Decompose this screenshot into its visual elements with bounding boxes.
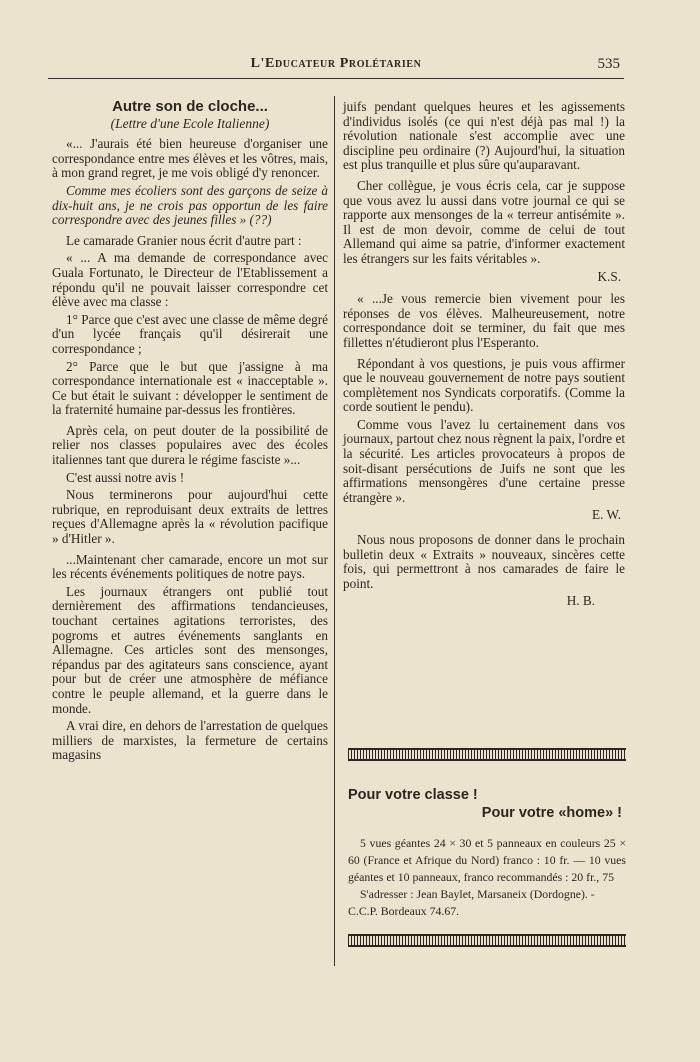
ad-address: S'adresser : Jean Baylet, Marsaneix (Dordogne). - C.C.P. Bordeaux 74.67. <box>348 887 595 918</box>
journal-title: L'Educateur Prolétarien <box>250 56 422 71</box>
ad-body: 5 vues géantes 24 × 30 et 5 panneaux en couleurs 25 × 60 (France et Afrique du Nord) franco : 10 fr. — 10 vues géantes et 10 panneaux, franco recommandés : 20 fr., 75 <box>348 836 626 884</box>
left-column <box>52 100 328 766</box>
paragraph: Comme vous l'avez lu certainement dans vos journaux, partout chez nous règnent la paix, l'ordre et la sécurité. Les articles provocateurs à propos de soit-disant persécutions de Juifs ne sont que les affirmations mensongères d'une certaine presse étrangère ». <box>343 416 625 505</box>
ad-heading-2: Pour votre «home» ! <box>481 805 622 821</box>
paragraph: «... J'aurais été bien heureuse d'organiser une correspondance entre mes élèves et les vôtres, mais, à mon grand regret, je me vois obligé d'y renoncer. <box>52 136 328 181</box>
paragraph: ...Maintenant cher camarade, encore un mot sur les récents événements politiques de notre pays. <box>52 551 328 582</box>
paragraph: Après cela, on peut douter de la possibilité de relier nos classes populaires avec des écoles italiennes tant que durera le régime fasciste »... <box>52 422 328 468</box>
advertisement <box>348 748 626 960</box>
signature: E. W. <box>592 507 621 523</box>
paragraph: Nous nous proposons de donner dans le prochain bulletin deux « Extraits » nouveaux, sincères cette fois, qui permettront à nos camarades de faire le point. <box>343 532 625 591</box>
paragraph: Répondant à vos questions, je puis vous affirmer que le nouveau gouvernement de notre pays soutient complètement nos Syndicats corporatifs. (Comme la corde soutient le pendu). <box>343 355 625 415</box>
paragraph: 2° Parce que le but que j'assigne à ma correspondance internationale est « inacceptable ». Ce but était le suivant : développer le sentiment de la fraternité humaine par-dessus les frontières. <box>52 358 328 418</box>
ad-heading-1: Pour votre classe ! <box>348 787 478 803</box>
paragraph-italic: Comme mes écoliers sont des garçons de seize à dix-huit ans, je ne crois pas opportun de les faire correspondre avec des jeunes filles » (??) <box>52 182 328 228</box>
article-title: Autre son de cloche... <box>112 98 268 115</box>
paragraph: 1° Parce que c'est avec une classe de même degré d'un lycée français qu'il désirerait une correspondance ; <box>52 311 328 356</box>
page-number: 535 <box>597 56 620 72</box>
paragraph: A vrai dire, en dehors de l'arrestation de quelques milliers de marxistes, la fermeture de certains magasins <box>52 718 328 763</box>
signature: H. B. <box>566 593 595 609</box>
article-subtitle: (Lettre d'une Ecole Italienne) <box>110 115 270 131</box>
decorative-rule-top <box>348 748 626 761</box>
decorative-rule-bottom <box>348 934 626 947</box>
signature: K.S. <box>597 268 621 284</box>
paragraph: Nous terminerons pour aujourd'hui cette rubrique, en reproduisant deux extraits de lettres reçues d'Allemagne après la « révolution pacifique » d'Hitler ». <box>52 487 328 547</box>
paragraph: Le camarade Granier nous écrit d'autre part : <box>66 232 302 248</box>
page-header <box>48 52 624 79</box>
paragraph: Cher collègue, je vous écris cela, car je suppose que vous avez lu aussi dans votre journal ce qui se rapporte aux mensonges de la « terreur antisémite ». Il est de mon devoir, comme de celui de tout Allemand qui aime sa patrie, d'informer exactement les étrangers sur les faits véritables ». <box>343 177 625 266</box>
right-column <box>343 100 625 617</box>
column-divider <box>334 96 335 966</box>
paragraph: « ...Je vous remercie bien vivement pour les réponses de vos élèves. Malheureusement, notre correspondance doit se terminer, du fait que mes fillettes n'étudieront plus l'Esperanto. <box>343 291 625 350</box>
paragraph: juifs pendant quelques heures et les agissements d'individus isolés (ce qui n'est déjà pas mal !) la révolution nationale s'est accomplie avec une discipline peu ordinaire (?) Aujourd'hui, la situation est plus tranquille et plus sûre qu'auparavant. <box>343 99 625 173</box>
paragraph: C'est aussi notre avis ! <box>66 469 185 485</box>
paragraph: « ... A ma demande de correspondance avec Guala Fortunato, le Directeur de l'Etablissement a répondu qu'il ne pouvait laisser correspondre cet élève avec ma classe : <box>52 250 328 310</box>
paragraph: Les journaux étrangers ont publié tout dernièrement des affirmations tendancieuses, touchant certaines agitations terroristes, des pogroms et autres événements sanglants en Allemagne. Ces articles sont des mensonges, répandus par des agitateurs sans conscience, ayant pour but de créer une atmosphère de méfiance contre le peuple allemand, et la guerre dans le monde. <box>52 583 328 716</box>
